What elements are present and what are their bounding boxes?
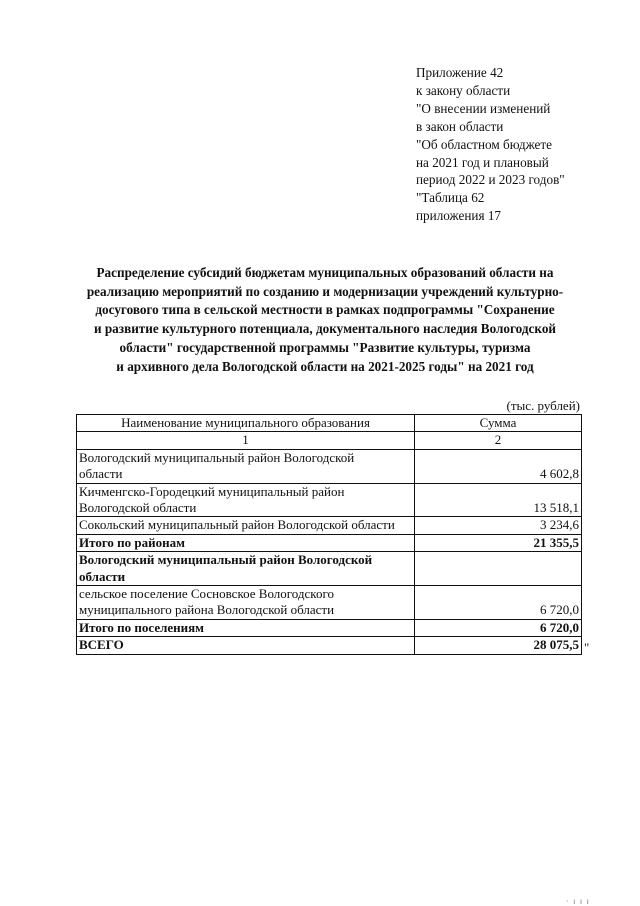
units-label: (тыс. рублей) bbox=[506, 398, 580, 413]
table-row bbox=[77, 449, 582, 483]
document-title bbox=[60, 264, 590, 376]
row-sum-cell: 6 720,0 bbox=[415, 619, 582, 636]
appendix-reference bbox=[416, 64, 631, 225]
row-name-cell: Вологодский муниципальный район Вологодской области bbox=[77, 449, 415, 483]
row-name-cell: сельское поселение Сосновское Вологодского муниципального района Вологодской области bbox=[77, 586, 415, 620]
row-name-cell: Итого по поселениям bbox=[77, 619, 415, 636]
subtotal-row bbox=[77, 619, 582, 636]
row-name-cell: Итого по районам bbox=[77, 534, 415, 551]
row-sum-cell: 4 602,8 bbox=[415, 449, 582, 483]
column-numbering-row bbox=[77, 432, 582, 449]
appendix-line: Приложение 42 bbox=[416, 65, 504, 80]
header-name-cell: Наименование муниципального образования bbox=[77, 415, 415, 432]
table-header-row bbox=[77, 415, 582, 432]
subtotal-row bbox=[77, 534, 582, 551]
title-line: области" государственной программы "Развитие культуры, туризма bbox=[119, 339, 531, 355]
title-line: досугового типа в сельской местности в рамках подпрограммы "Сохранение bbox=[95, 302, 555, 318]
table-row bbox=[77, 483, 582, 517]
title-line: Распределение субсидий бюджетам муниципальных образований области на bbox=[96, 265, 554, 280]
title-line: и развитие культурного потенциала, документального наследия Вологодской bbox=[93, 321, 557, 337]
closing-quote: " bbox=[584, 640, 590, 655]
title-line: и архивного дела Вологодской области на 2021-2025 годы" на 2021 год bbox=[116, 358, 534, 374]
row-name-cell: Кичменгско-Городецкий муниципальный район Вологодской области bbox=[77, 483, 415, 517]
row-name-cell: ВСЕГО bbox=[77, 637, 415, 654]
appendix-line: приложения 17 bbox=[416, 208, 502, 224]
row-sum-cell: 21 355,5 bbox=[415, 534, 582, 551]
appendix-line: период 2022 и 2023 годов" bbox=[416, 172, 565, 188]
row-sum-cell: 28 075,5 bbox=[415, 637, 582, 654]
row-name-cell: Сокольский муниципальный район Вологодской области bbox=[77, 517, 415, 534]
appendix-line: на 2021 год и плановый bbox=[416, 154, 549, 170]
row-name-cell: Вологодский муниципальный район Вологодской области bbox=[77, 552, 415, 586]
appendix-line: "О внесении изменений bbox=[416, 100, 551, 116]
subsidy-table bbox=[76, 414, 582, 655]
appendix-line: к закону области bbox=[416, 82, 511, 98]
table-row bbox=[77, 586, 582, 620]
table-row bbox=[77, 517, 582, 534]
column-number-2: 2 bbox=[415, 432, 582, 449]
appendix-line: в закон области bbox=[416, 118, 504, 134]
row-sum-cell bbox=[415, 552, 582, 586]
total-row bbox=[77, 637, 582, 654]
group-heading-row bbox=[77, 552, 582, 586]
scan-mark: · ı ı ı bbox=[566, 897, 590, 906]
column-number-1: 1 bbox=[77, 432, 415, 449]
row-sum-cell: 6 720,0 bbox=[415, 586, 582, 620]
appendix-line: "Об областном бюджете bbox=[416, 136, 552, 152]
header-sum-cell: Сумма bbox=[415, 415, 582, 432]
title-line: реализацию мероприятий по созданию и модернизации учреждений культурно- bbox=[86, 283, 564, 299]
appendix-line: "Таблица 62 bbox=[416, 190, 485, 206]
row-sum-cell: 13 518,1 bbox=[415, 483, 582, 517]
row-sum-cell: 3 234,6 bbox=[415, 517, 582, 534]
